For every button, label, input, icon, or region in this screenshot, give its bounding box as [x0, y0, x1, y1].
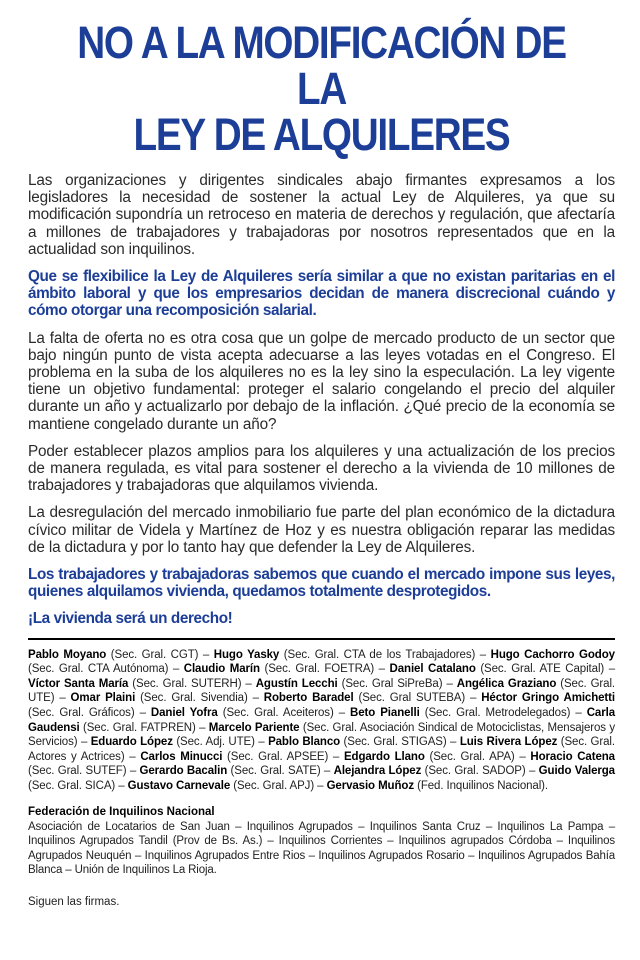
signer-name: Gustavo Carnevale [127, 780, 231, 793]
signer-name: Pablo Moyano [28, 648, 107, 661]
signer-role: (Sec. Gral. Actores y Actrices) [28, 736, 615, 763]
federation-members: Asociación de Locatarios de San Juan – Inquilinos Agrupados – Inquilinos Santa Cruz – Inquilinos La Pampa – Inquilinos Agrupados Tandil (Prov de Bs. As.) – Inquilinos Corrientes – Inquilinos agrupados Córdoba – Inquilinos Agrupados Neuquén – Inquilinos Agrupados Entre Rios – Inquilinos Agrupados Rosario – Inquilinos Agrupados Bahía Blanca – Unión de Inquilinos La Rioja. [28, 820, 615, 877]
signer-role: (Fed. Inquilinos Nacional). [414, 780, 548, 793]
signers-list: Pablo Moyano (Sec. Gral. CGT) – Hugo Yasky (Sec. Gral. CTA de los Trabajadores) – Hugo Cachorro Godoy (Sec. Gral. CTA Autónoma) – Claudio Marín (Sec. Gral. FOETRA) – Daniel Catalano (Sec. Gral. ATE Capital) – Víctor Santa María (Sec. Gral. SUTERH) – Agustín Lecchi (Sec. Gral SiPreBa) – Angélica Graziano (Sec. Gral. UTE) – Omar Plaini (Sec. Gral. Sivendia) – Roberto Baradel (Sec. Gral SUTEBA) – Héctor Gringo Amichetti (Sec. Gral. Gráficos) – Daniel Yofra (Sec. Gral. Aceiteros) – Beto Pianelli (Sec. Gral. Metrodelegados) – Carla Gaudensi (Sec. Gral. FATPREN) – Marcelo Pariente (Sec. Gral. Asociación Sindical de Motociclistas, Mensajeros y Servicios) – Eduardo López (Sec. Adj. UTE) – Pablo Blanco (Sec. Gral. STIGAS) – Luis Rivera López (Sec. Gral. Actores y Actrices) – Carlos Minucci (Sec. Gral. APSEE) – Edgardo Llano (Sec. Gral. APA) – Horacio Catena (Sec. Gral. SUTEF) – Gerardo Bacalin (Sec. Gral. SATE) – Alejandra López (Sec. Gral. SADOP) – Guido Valerga (Sec. Gral. SICA) – Gustavo Carnevale (Sec. Gral. APJ) – Gervasio Muñoz (Fed. Inquilinos Nacional). [28, 648, 615, 793]
signer-role: (Sec. Gral. STIGAS) [340, 736, 447, 749]
signer-name: Alejandra López [333, 765, 422, 778]
signer-name: Daniel Catalano [389, 663, 476, 676]
signer-name: Carla Gaudensi [28, 707, 615, 734]
signer-role: (Sec. Gral. Asociación Sindical de Motociclistas, Mensajeros y Servicios) [28, 721, 615, 749]
signer-role: (Sec. Gral SUTEBA) [353, 692, 466, 705]
signer-role: (Sec. Gral. SADOP) [421, 765, 526, 778]
paragraph-plazos: Poder establecer plazos amplios para los alquileres y una actualización de los precios de manera regulada, es vital para sostener el derecho a la vivienda de 10 millones de trabajadores y trabajadoras que alquilamos vivienda. [28, 442, 615, 495]
signer-role: (Sec. Adj. UTE) [172, 736, 255, 749]
signer-role: (Sec. Gral. ATE Capital) [475, 663, 605, 676]
signer-role: (Sec. Gral. SATE) [227, 765, 321, 778]
signer-role: (Sec. Gral SiPreBa) [337, 677, 443, 690]
federation-title: Federación de Inquilinos Nacional [28, 805, 215, 818]
signer-role: (Sec. Gral. UTE) [28, 677, 615, 705]
signer-name: Héctor Gringo Amichetti [481, 692, 615, 705]
signer-role: (Sec. Gral. SICA) [28, 780, 116, 793]
signer-role: (Sec. Gral. Metrodelegados) [419, 707, 571, 720]
signer-role: (Sec. Gral. Aceiteros) [217, 707, 334, 720]
signer-name: Beto Pianelli [350, 707, 420, 720]
signer-role: (Sec. Gral. CTA Autónoma) [28, 663, 169, 676]
statement-body [28, 172, 615, 628]
signer-name: Edgardo Llano [343, 750, 425, 763]
signer-name: Marcelo Pariente [208, 721, 300, 734]
title-line-1: NO A LA MODIFICACIÓN DE LA [77, 17, 566, 114]
signer-name: Hugo Cachorro Godoy [490, 648, 615, 661]
highlight-mercado: Los trabajadores y trabajadoras sabemos que cuando el mercado impone sus leyes, quienes alquilamos vivienda, quedamos totalmente desprotegidos. [28, 566, 615, 601]
signer-role: (Sec. Gral. APJ) [230, 780, 315, 793]
signer-name: Luis Rivera López [459, 736, 558, 749]
signer-role: (Sec. Gral. CTA de los Trabajadores) [279, 648, 476, 661]
signer-name: Gerardo Bacalin [139, 765, 228, 778]
signer-name: Daniel Yofra [150, 707, 218, 720]
signer-name: Angélica Graziano [456, 677, 557, 690]
highlight-paritarias: Que se flexibilice la Ley de Alquileres sería similar a que no existan paritarias en el ámbito laboral y que los empresarios decidan de manera discrecional cuándo y cómo otorgar una recomposición salarial. [28, 268, 615, 320]
signer-name: Gervasio Muñoz [326, 780, 414, 793]
divider [28, 638, 615, 640]
signer-name: Omar Plaini [70, 692, 136, 705]
paragraph-intro: Las organizaciones y dirigentes sindicales abajo firmantes expresamos a los legisladores la necesidad de sostener la actual Ley de Alquileres, ya que su modificación supondría un retroceso en materia de derechos y regulación, que afectaría a millones de trabajadores y trabajadoras por nosotros representados que en la actualidad son inquilinos. [28, 172, 615, 258]
signer-name: Horacio Catena [530, 750, 615, 763]
paragraph-dictadura: La desregulación del mercado inmobiliario fue parte del plan económico de la dictadura cívico militar de Videla y Martínez de Hoz y es nuestra obligación reparar las medidas de la dictadura y por lo tanto hay que defender la Ley de Alquileres. [28, 504, 615, 556]
paragraph-oferta: La falta de oferta no es otra cosa que un golpe de mercado producto de un sector que bajo ningún punto de vista acepta adecuarse a las leyes votadas en el Congreso. El problema en la suba de los alquileres no es la ley sino la especulación. La ley vigente tiene un objetivo fundamental: proteger el salario congelando el precio del alquiler durante un año y actualizarlo por debajo de la inflación. ¿Qué precio de la economía se mantiene congelado durante un año? [28, 329, 615, 433]
signer-name: Pablo Blanco [268, 736, 341, 749]
closing-note: Siguen las firmas. [28, 895, 120, 908]
signer-name: Claudio Marín [183, 663, 260, 676]
signer-role: (Sec. Gral. CGT) [106, 648, 199, 661]
signer-role: (Sec. Gral. SUTERH) [128, 677, 242, 690]
signer-name: Eduardo López [90, 736, 173, 749]
signer-role: (Sec. Gral. Gráficos) [28, 707, 135, 720]
signer-role: (Sec. Gral. Sivendia) [135, 692, 248, 705]
signer-role: (Sec. Gral. APA) [424, 750, 515, 763]
signer-role: (Sec. Gral. SUTEF) [28, 765, 127, 778]
signer-role: (Sec. Gral. APSEE) [222, 750, 329, 763]
title-line-2: LEY DE ALQUILERES [133, 109, 510, 160]
signer-name: Roberto Baradel [263, 692, 354, 705]
signer-name: Carlos Minucci [140, 750, 223, 763]
signer-name: Hugo Yasky [213, 648, 280, 661]
page-title [69, 17, 574, 160]
slogan: ¡La vivienda será un derecho! [28, 610, 233, 628]
signer-name: Guido Valerga [538, 765, 615, 778]
signer-name: Agustín Lecchi [255, 677, 338, 690]
signer-role: (Sec. Gral. FOETRA) [259, 663, 375, 676]
signer-role: (Sec. Gral. FATPREN) [79, 721, 196, 734]
signer-name: Víctor Santa María [28, 677, 129, 690]
